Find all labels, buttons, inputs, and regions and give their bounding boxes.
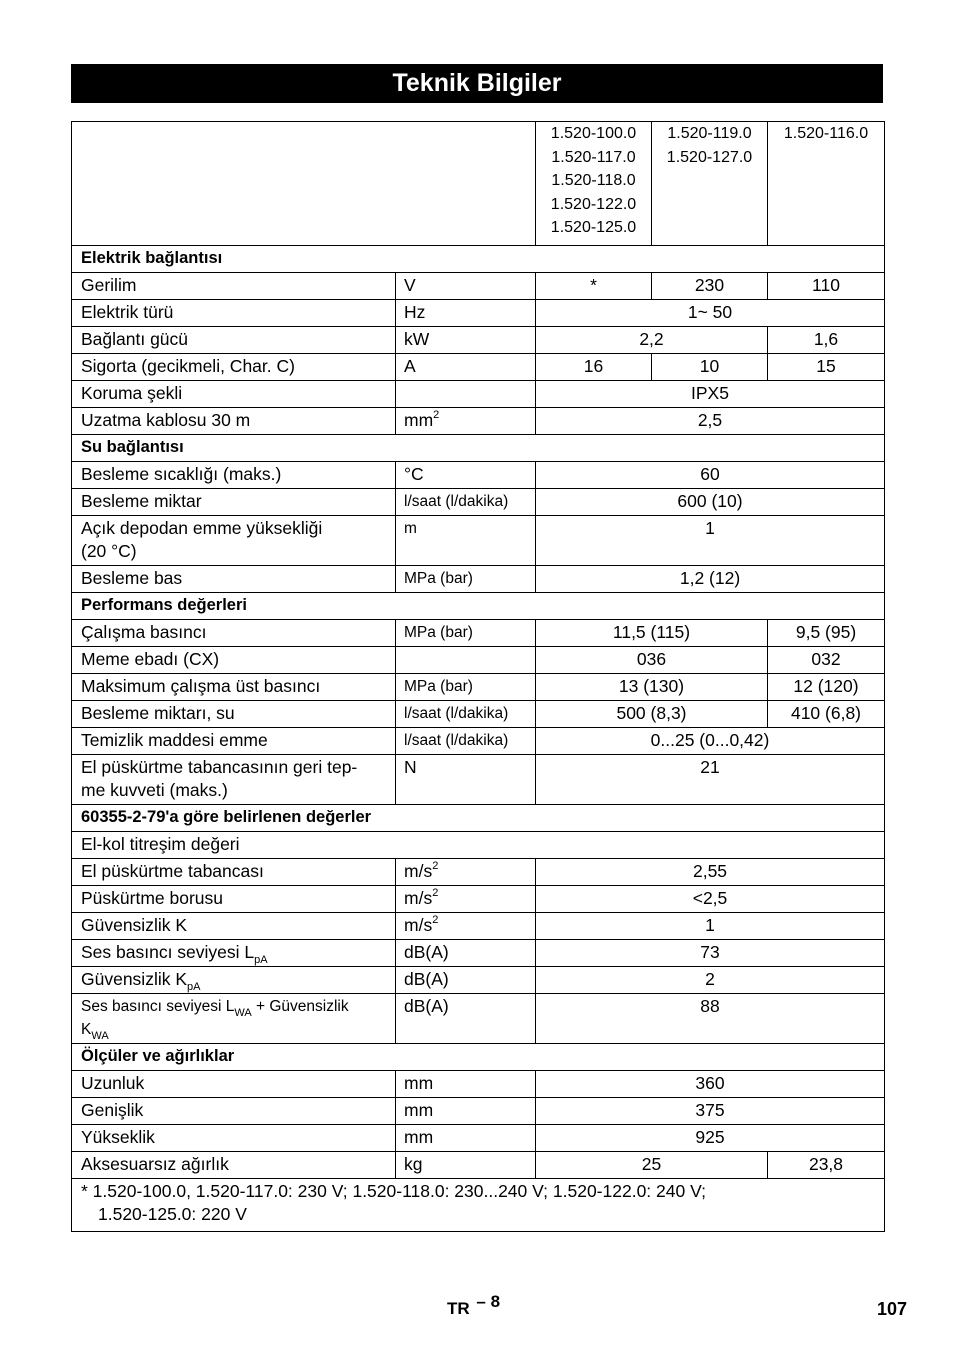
- table-row: Temizlik maddesi emme l/saat (l/dakika) 0...25 (0...0,42): [72, 727, 885, 754]
- table-row: Besleme bas MPa (bar) 1,2 (12): [72, 565, 885, 592]
- table-row: El püskürtme tabancası $m/s^2$ 2,55: [72, 858, 885, 885]
- footnote-row: [72, 1178, 885, 1231]
- spec-table: [71, 121, 885, 1232]
- table-row: Besleme sıcaklığı (maks.) °C 60: [72, 461, 885, 488]
- section-row: 60355-2-79'a göre belirlenen değerler: [72, 804, 885, 831]
- table-row: Gerilim V * 230 110: [72, 272, 885, 299]
- table-row: El püskürtme tabancasının geri tep- me kuvveti (maks.) N 21: [72, 754, 885, 804]
- table-row: Elektrik türü Hz 1~ 50: [72, 299, 885, 326]
- table-row: Maksimum çalışma üst basıncı MPa (bar) 13 (130) 12 (120): [72, 673, 885, 700]
- table-row: Ses basıncı seviyesi $L_{WA}$ + Güvensizlik $K_{WA}$ dB(A) 88: [72, 993, 885, 1043]
- table-row: Çalışma basıncı MPa (bar) 11,5 (115) 9,5 (95): [72, 619, 885, 646]
- page-number: 107: [877, 1299, 908, 1319]
- section-row: Su bağlantısı: [72, 434, 885, 461]
- table-row: Uzunluk mm 360: [72, 1070, 885, 1097]
- section-row: Performans değerleri: [72, 592, 885, 619]
- model-col-2: 1.520-119.0 1.520-127.0: [652, 122, 768, 246]
- footnote-line: 1.520-125.0: 220 V: [98, 1203, 247, 1224]
- table-row: Besleme miktar l/saat (l/dakika) 600 (10): [72, 488, 885, 515]
- model-header-row: [72, 122, 885, 246]
- table-row: El-kol titreşim değeri: [72, 831, 885, 858]
- page-title: Teknik Bilgiler: [71, 64, 883, 103]
- table-row: Uzatma kablosu 30 m $mm^2$ 2,5: [72, 407, 885, 434]
- table-row: Ses basıncı seviyesi $L_{pA}$ dB(A) 73: [72, 939, 885, 966]
- footer-language-page: TR – 8: [447, 1292, 501, 1318]
- footnote-line: * 1.520-100.0, 1.520-117.0: 230 V; 1.520-118.0: 230...240 V; 1.520-122.0: 240 V;: [81, 1180, 706, 1201]
- table-row: Bağlantı gücü kW 2,2 1,6: [72, 326, 885, 353]
- table-row: Güvensizlik $K_{pA}$ dB(A) 2: [72, 966, 885, 993]
- table-row: Koruma şekli IPX5: [72, 380, 885, 407]
- section-row: Ölçüler ve ağırlıklar: [72, 1043, 885, 1070]
- table-row: Besleme miktarı, su l/saat (l/dakika) 500 (8,3) 410 (6,8): [72, 700, 885, 727]
- table-row: Açık depodan emme yüksekliği (20 °C) m 1: [72, 515, 885, 565]
- model-col-1: 1.520-100.0 1.520-117.0 1.520-118.0 1.520-122.0 1.520-125.0: [536, 122, 652, 246]
- table-row: Genişlik mm 375: [72, 1097, 885, 1124]
- table-row: Güvensizlik K $m/s^2$ 1: [72, 912, 885, 939]
- table-row: Püskürtme borusu $m/s^2$ <2,5: [72, 885, 885, 912]
- model-col-3: 1.520-116.0: [768, 122, 885, 246]
- table-row: Yükseklik mm 925: [72, 1124, 885, 1151]
- table-row: Sigorta (gecikmeli, Char. C) A 16 10 15: [72, 353, 885, 380]
- section-row: Elektrik bağlantısı: [72, 245, 885, 272]
- table-row: Meme ebadı (CX) 036 032: [72, 646, 885, 673]
- table-row: Aksesuarsız ağırlık kg 25 23,8: [72, 1151, 885, 1178]
